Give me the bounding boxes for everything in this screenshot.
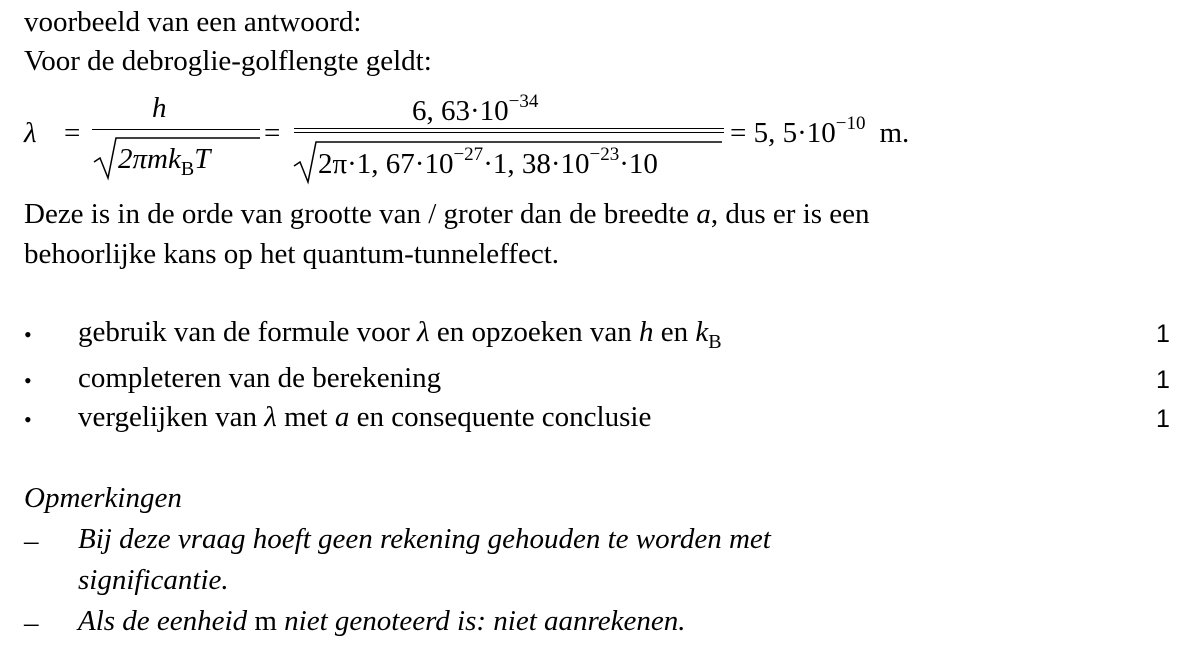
den1-part-a: 2πm xyxy=(118,143,168,175)
bullet-2: • xyxy=(24,368,32,393)
fraction1-denominator xyxy=(118,143,211,180)
den2-part-a: 2π·1, 67·10 xyxy=(318,148,454,180)
criterion-1 xyxy=(78,316,722,353)
remark-2-pre: Als de eenheid xyxy=(78,605,255,637)
criterion-1-en: en xyxy=(653,316,696,348)
remark-1-line-1: Bij deze vraag hoeft geen rekening gehouden te worden met xyxy=(78,523,771,555)
criterion-3-lambda: λ xyxy=(264,401,277,433)
num2-base: 6, 63·10 xyxy=(412,95,509,127)
fraction2-denominator xyxy=(318,144,658,180)
fraction2-bar-top xyxy=(294,128,724,129)
fraction2-numerator xyxy=(412,91,539,127)
debroglie-formula xyxy=(24,88,924,188)
bullet-3: • xyxy=(24,407,32,432)
criterion-1-k: k xyxy=(695,316,709,348)
remark-1-line-2: significantie. xyxy=(78,564,229,596)
num2-exponent: −34 xyxy=(508,91,539,112)
score-2: 1 xyxy=(1156,366,1170,394)
fraction1-numerator: h xyxy=(152,92,167,124)
den2-exponent-1: −27 xyxy=(453,144,484,165)
conclusion-line-2: behoorlijke kans op het quantum-tunneleffect. xyxy=(24,238,559,270)
conclusion-variable-a: a xyxy=(696,198,711,230)
den1-k-subscript: B xyxy=(180,158,195,180)
den1-T: T xyxy=(194,143,211,175)
statement-line: Voor de debroglie-golflengte geldt: xyxy=(24,45,432,77)
criterion-1-mid: en opzoeken van xyxy=(429,316,639,348)
den2-exponent-2: −23 xyxy=(589,144,620,165)
criterion-3-post: en consequente conclusie xyxy=(349,401,652,433)
result-base: = 5, 5·10 xyxy=(730,117,836,149)
fraction1-bar xyxy=(92,129,260,130)
criterion-1-lambda: λ xyxy=(417,316,430,348)
criterion-3-pre: vergelijken van xyxy=(78,401,265,433)
intro-line: voorbeeld van een antwoord: xyxy=(24,6,362,38)
den1-k: k xyxy=(167,143,181,175)
score-1: 1 xyxy=(1156,320,1170,348)
remarks-title: Opmerkingen xyxy=(24,482,182,514)
equals-sign-1: = xyxy=(64,117,81,149)
fraction2-bar-bottom xyxy=(294,132,724,133)
criterion-1-k-subscript: B xyxy=(708,331,722,353)
conclusion-text-b: , dus er is een xyxy=(710,198,870,230)
den2-part-b: ·1, 38·10 xyxy=(483,148,590,180)
formula-result xyxy=(730,113,910,149)
remark-2-dash: – xyxy=(24,607,39,639)
lambda-symbol: λ xyxy=(24,117,37,149)
conclusion-text-a: Deze is in de orde van grootte van / groter dan de breedte xyxy=(24,198,697,230)
criterion-3-a: a xyxy=(334,401,350,433)
result-unit: m. xyxy=(879,117,910,149)
criterion-3-mid: met xyxy=(276,401,335,433)
equals-sign-2: = xyxy=(264,117,281,149)
remark-2-unit: m xyxy=(254,605,277,637)
criterion-1-pre: gebruik van de formule voor xyxy=(78,316,418,348)
bullet-1: • xyxy=(24,322,32,347)
criterion-2: completeren van de berekening xyxy=(78,362,442,394)
remark-1-dash: – xyxy=(24,525,39,557)
den2-part-c: ·10 xyxy=(619,148,658,180)
score-3: 1 xyxy=(1156,405,1170,433)
remark-2-line xyxy=(78,607,685,636)
conclusion-line-1 xyxy=(24,200,870,229)
criterion-1-h: h xyxy=(638,316,654,348)
remark-2-post: niet genoteerd is: niet aanrekenen. xyxy=(276,605,686,637)
criterion-3 xyxy=(78,403,651,432)
result-exponent: −10 xyxy=(835,113,866,134)
